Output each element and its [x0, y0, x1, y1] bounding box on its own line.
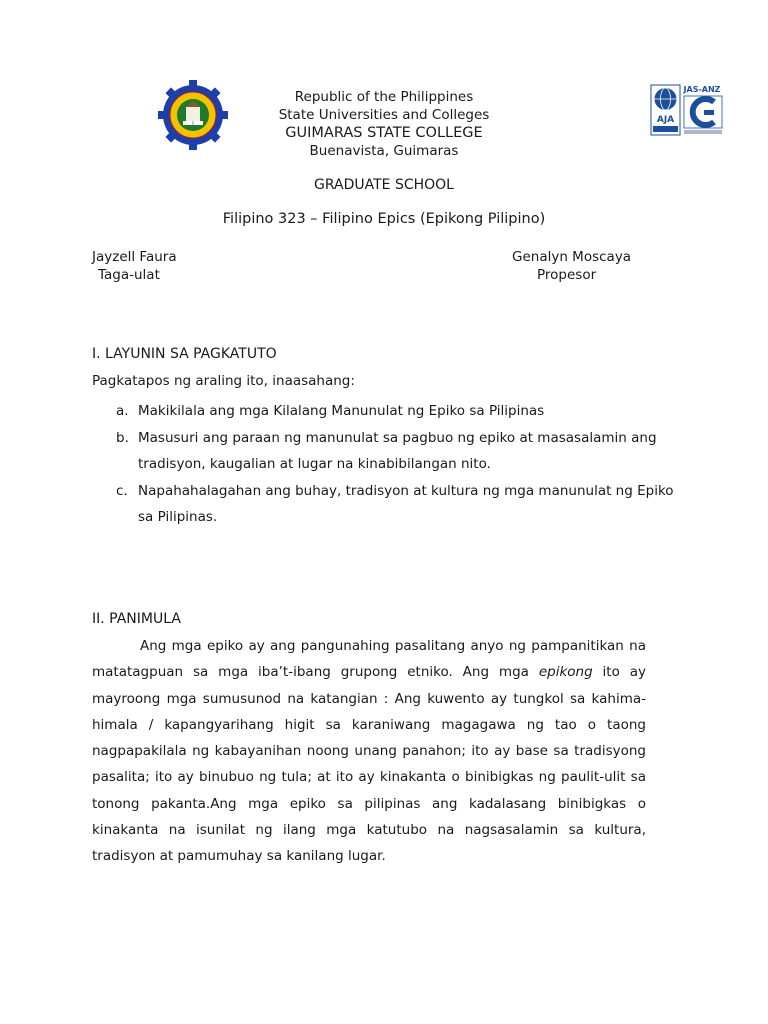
- list-item-letter: c.: [116, 483, 128, 499]
- professor-role: Propesor: [537, 267, 597, 283]
- professor-block: [512, 248, 631, 284]
- jas-anz-certification-logo: [650, 82, 724, 140]
- header-college-name: GUIMARAS STATE COLLEGE: [285, 125, 483, 141]
- header-suc: State Universities and Colleges: [278, 107, 490, 123]
- objectives-list: [92, 398, 682, 531]
- school-title: GRADUATE SCHOOL: [314, 177, 454, 193]
- list-item-letter: b.: [116, 430, 129, 446]
- list-item: [92, 478, 682, 530]
- section-1-intro: Pagkatapos ng araling ito, inaasahang:: [92, 373, 355, 389]
- list-item-letter: a.: [116, 403, 129, 419]
- svg-text:JAS-ANZ: JAS-ANZ: [683, 85, 721, 94]
- reporter-block: [92, 248, 177, 284]
- paragraph-italic-word: epikong: [538, 664, 593, 681]
- section-1-title: I. LAYUNIN SA PAGKATUTO: [92, 346, 277, 362]
- paragraph-text-end: ito ay mayroong mga sumusunod na katangian : Ang kuwento ay tungkol sa kahima-himala / kapangyarihang higit sa karaniwang magagawa ng tao o taong nagpapakilala ng kabayanihan noong unang panahon; ito ay base sa tradisyong pasalita; ito ay binubuo ng tula; at ito ay kinakanta o binibigkas ng paulit-ulit sa tonong pakanta.Ang mga epiko sa pilipinas ang kadalasang binibigkas o kinakanta na isunilat ng ilang mga katutubo na nagsasalamin sa kultura, tradisyon at pamumuhay sa kanilang lugar.: [92, 664, 647, 865]
- section-2-title: II. PANIMULA: [92, 611, 181, 627]
- header-location: Buenavista, Guimaras: [309, 143, 459, 159]
- list-item: [92, 425, 682, 477]
- introduction-paragraph: [92, 633, 646, 870]
- professor-name: Genalyn Moscaya: [512, 249, 632, 265]
- reporter-name: Jayzell Faura: [92, 249, 177, 265]
- header-republic: Republic of the Philippines: [294, 89, 474, 105]
- course-title: Filipino 323 – Filipino Epics (Epikong Pilipino): [222, 211, 546, 227]
- list-item-text: Napahahalagahan ang buhay, tradisyon at kultura ng mga manunulat ng Epiko sa Pilipinas.: [138, 483, 674, 525]
- document-header: [200, 88, 568, 160]
- list-item: [92, 398, 682, 424]
- reporter-role: Taga-ulat: [98, 267, 160, 283]
- svg-text:AJA: AJA: [656, 115, 675, 125]
- list-item-text: Makikilala ang mga Kilalang Manunulat ng Epiko sa Pilipinas: [138, 403, 545, 419]
- list-item-text: Masusuri ang paraan ng manunulat sa pagbuo ng epiko at masasalamin ang tradisyon, kaugalian at lugar na kinabibilangan nito.: [138, 430, 657, 472]
- paragraph-text-start: Ang mga epiko ay ang pangunahing pasalitang anyo ng pampanitikan na matatagpuan sa mga iba’t-ibang grupong etniko. Ang mga: [92, 638, 646, 681]
